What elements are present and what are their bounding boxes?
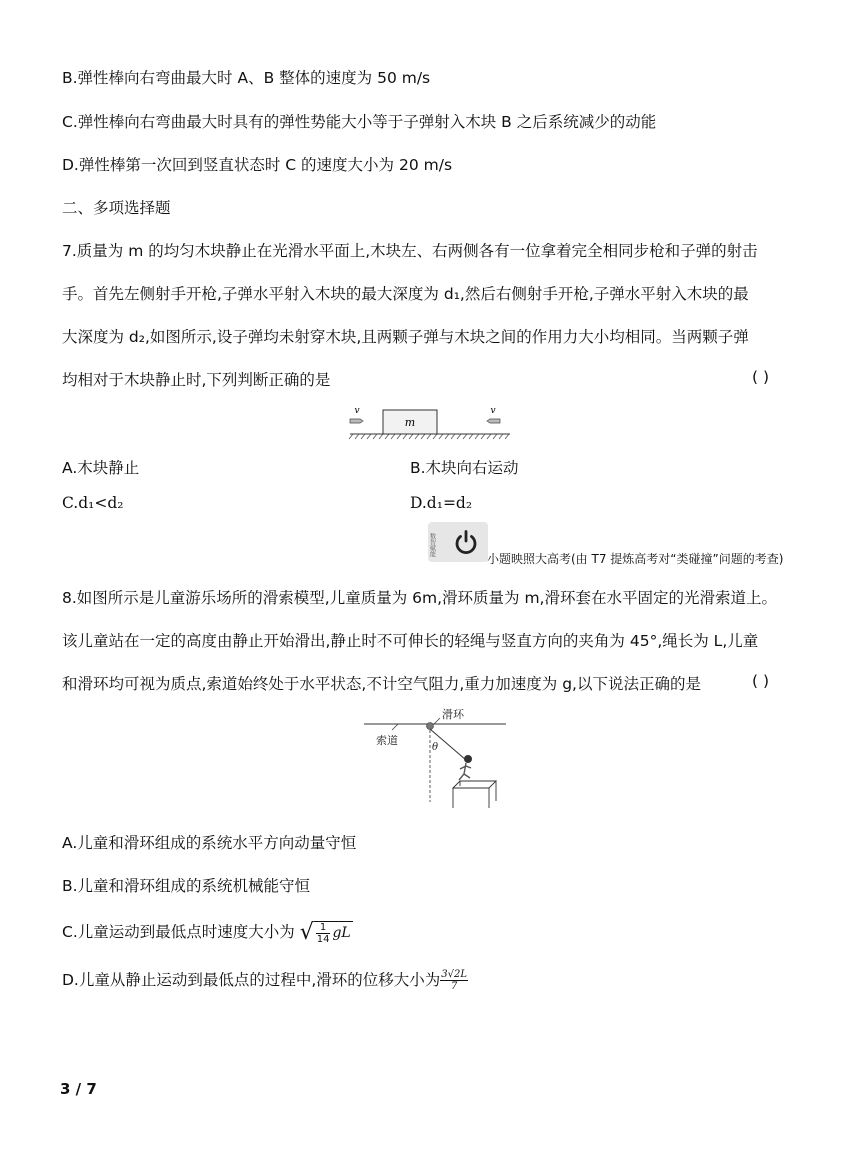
q8-figure (360, 702, 510, 810)
q7-figure (345, 402, 515, 442)
badge-note: 小题映照大高考(由 T7 提炼高考对“类碰撞”问题的考查) (487, 552, 784, 566)
c-fraction-numerator: 1 (316, 922, 331, 934)
bullet-left (350, 419, 363, 423)
bullet-left-velocity: v (354, 406, 360, 416)
bullet-right-velocity: v (490, 406, 496, 416)
q8-option-a: A.儿童和滑环组成的系统水平方向动量守恒 (62, 834, 357, 852)
page-number: 3 / 7 (60, 1080, 97, 1098)
q8-answer-paren: ( ) (752, 672, 770, 690)
child (464, 755, 472, 763)
q8-option-b: B.儿童和滑环组成的系统机械能守恒 (62, 877, 311, 895)
q6-option-d: D.弹性棒第一次回到竖直状态时 C 的速度大小为 20 m/s (62, 156, 453, 174)
slide-ring (427, 723, 434, 730)
q7-option-d: D.d₁=d₂ (410, 494, 473, 512)
q7-answer-paren: ( ) (752, 368, 770, 386)
q6-option-b: B.弹性棒向右弯曲最大时 A、B 整体的速度为 50 m/s (62, 69, 431, 87)
sqrt-expression: √ $\frac{1}{14}$ gL (299, 920, 351, 945)
d-fraction-denominator: 7 (450, 981, 458, 992)
theta-label: θ (432, 742, 439, 753)
badge-text: 数智赋能 (428, 533, 436, 557)
q8-line-1: 8.如图所示是儿童游乐场所的滑索模型,儿童质量为 6m,滑环质量为 m,滑环套在水平固定的光滑索道上。 (62, 589, 777, 607)
q7-line-2: 手。首先左侧射手开枪,子弹水平射入木块的最大深度为 d₁,然后右侧射手开枪,子弹水平射入木块的最 (62, 285, 749, 303)
q8-option-c (62, 920, 353, 945)
platform (453, 781, 496, 808)
q7-line-1: 7.质量为 m 的均匀木块静止在光滑水平面上,木块左、右两侧各有一位拿着完全相同步枪和子弹的射击 (62, 242, 758, 260)
q7-option-b: B.木块向右运动 (410, 459, 519, 477)
c-fraction-denominator: 14 (316, 933, 330, 945)
d-fraction-numerator: 3√2L (441, 969, 468, 980)
section-title: 二、多项选择题 (62, 199, 171, 217)
q7-line-4: 均相对于木块静止时,下列判断正确的是 (62, 371, 331, 389)
q8-line-3: 和滑环均可视为质点,索道始终处于水平状态,不计空气阻力,重力加速度为 g,以下说法正确的是 (62, 675, 701, 693)
q8-option-d (62, 968, 468, 992)
ring-label: 滑环 (442, 708, 464, 721)
q7-option-c: C.d₁<d₂ (62, 494, 124, 512)
q8-option-c-text: C.儿童运动到最低点时速度大小为 (62, 923, 295, 941)
q7-line-3: 大深度为 d₂,如图所示,设子弹均未射穿木块,且两颗子弹与木块之间的作用力大小均相同。当两颗子弹 (62, 328, 749, 346)
q8-line-2: 该儿童站在一定的高度由静止开始滑出,静止时不可伸长的轻绳与竖直方向的夹角为 45°,绳长为 L,儿童 (62, 632, 759, 650)
q6-option-c: C.弹性棒向右弯曲最大时具有的弹性势能大小等于子弹射入木块 B 之后系统减少的动能 (62, 113, 657, 131)
q7-option-a: A.木块静止 (62, 459, 140, 477)
power-icon (452, 528, 480, 556)
bullet-right (487, 419, 500, 423)
c-tail: gL (332, 925, 351, 941)
block-mass-label: m (404, 416, 416, 429)
q8-option-d-text: D.儿童从静止运动到最低点的过程中,滑环的位移大小为 (62, 971, 441, 989)
digital-badge[interactable] (428, 522, 488, 562)
cable-label: 索道 (376, 734, 398, 747)
